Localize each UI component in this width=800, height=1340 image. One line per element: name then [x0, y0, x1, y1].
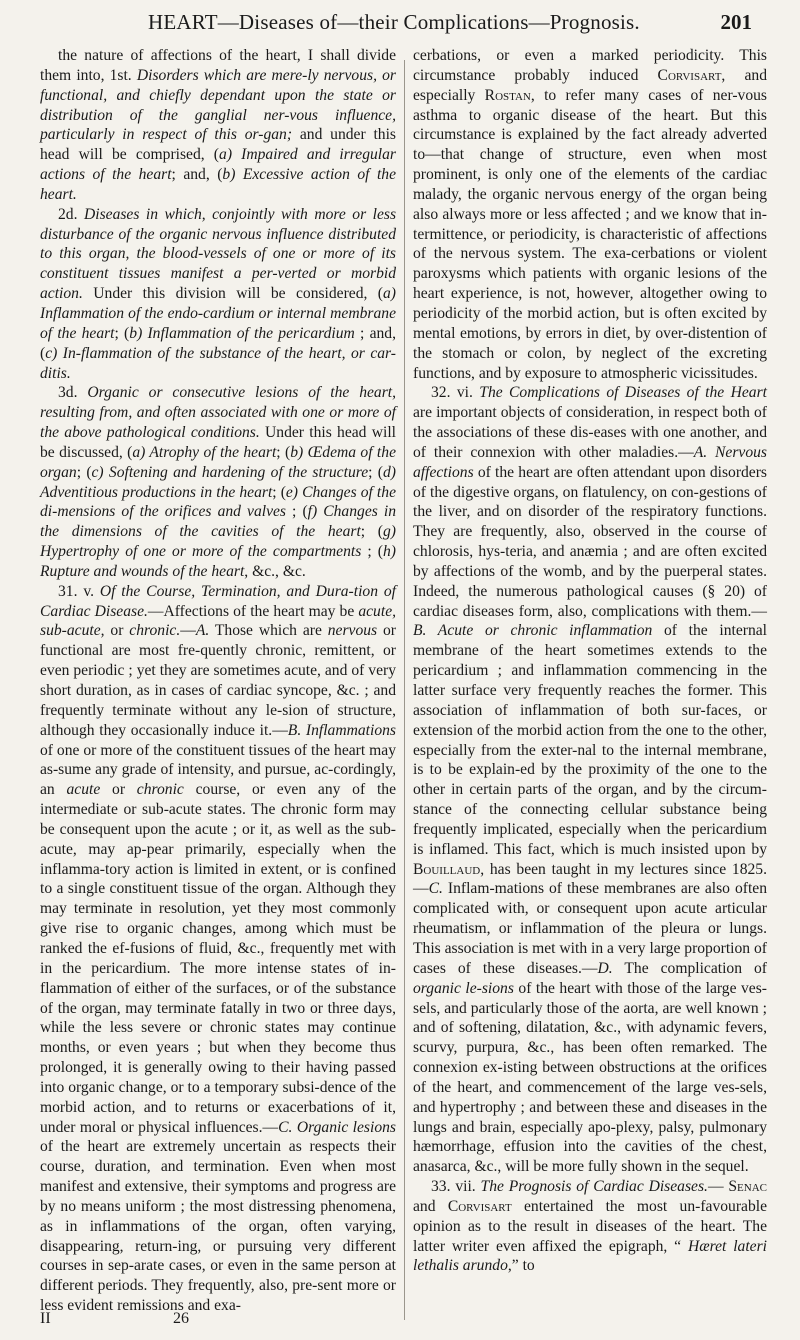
signature-mark: II [40, 1310, 51, 1327]
folio-number: 26 [173, 1310, 189, 1327]
paragraph-divisions-first: the nature of affections of the heart, I shall divide them into, 1st. Disorders which are mere-ly nervous, or functional, and chiefly dependant upon the state or distribution of the ganglial ner-vous influence, particularly in respect of this or-gan; and under this head will be comprised, (a) Impaired and irregular actions of the heart; and, (b) Excessive action of the heart. [40, 47, 397, 203]
right-column [413, 46, 767, 1276]
paragraph-continued: cerbations, or even a marked periodicity. This circumstance probably induced Corvisart, and especially Rostan, to refer many cases of ner-vous asthma to organic disease of the heart. But this circumstance is explained by the fact already adverted to—that change of structure, even when most prominent, is only one of the elements of the cardiac malady, the organic nervous energy of the organ being also always more or less affected ; and we know that in-termittence, or periodicity, is characteristic of affections of the nervous system. The exa-cerbations or violent paroxysms which patients with organic lesions of the heart experience, is not, however, altogether owing to periodicity of the morbid action, but is often excited by mental emotions, by errors in diet, by over-distention of the stomach or colon, by neglect of the excreting functions, and by exposure to atmospheric vicissitudes. [413, 47, 768, 382]
page-header [40, 6, 752, 40]
paragraph-section-33: 33. vii. The Prognosis of Cardiac Diseases.— Senac and Corvisart entertained the most un-favourable opinion as to the result in diseases of the heart. The latter writer even affixed the epigraph, “ Hæret lateri lethalis arundo,” to [413, 1178, 767, 1275]
paragraph-divisions-second: 2d. Diseases in which, conjointly with more or less disturbance of the organic nervous influence distributed to this organ, the blood-vessels of one or more of its constituent tissues manifest a per-verted or morbid action. Under this division will be considered, (a) Inflammation of the endo-cardium or internal membrane of the heart; (b) Inflammation of the pericardium ; and, (c) In-flammation of the substance of the heart, or car-ditis. [40, 205, 397, 382]
running-head: HEART—Diseases of—their Complications—Prognosis. [148, 10, 640, 34]
left-column [40, 46, 396, 1316]
paragraph-divisions-third: 3d. Organic or consecutive lesions of the heart, resulting from, and often associated with one or more of the above pathological conditions. Under this head will be discussed, (a) Atrophy of the heart; (b) Œdema of the organ; (c) Softening and hardening of the structure; (d) Adventitious productions in the heart; (e) Changes of the di-mensions of the orifices and valves ; (f) Changes in the dimensions of the cavities of the heart; (g) Hypertrophy of one or more of the compartments ; (h) Rupture and wounds of the heart, &c., &c. [40, 384, 397, 580]
page-number: 201 [720, 10, 752, 34]
paragraph-section-32: 32. vi. The Complications of Diseases of the Heart are important objects of consideration, in respect both of the associations of these dis-eases with one another, and of their connexion with other maladies.—A. Nervous affections of the heart are often attendant upon disorders of the digestive organs, on flatulency, on con-gestions of the liver, and on disorder of the respiratory functions. They are frequently, also, observed in the course of chlorosis, hys-teria, and anæmia ; and are often excited by affections of the womb, and by the puerperal states. Indeed, the numerous pathological causes (§ 20) of cardiac diseases form, also, complications with them.—B. Acute or chronic inflammation of the internal membrane of the heart sometimes extends to the pericardium ; and inflammation commencing in the latter surface very frequently reaches the former. This association of inflammation of both sur-faces, or extension of the morbid action from the one to the other, especially from the exter-nal to the internal membrane, is to be explain-ed by the proximity of the one to the other in certain parts of the organ, and by the circum-stance of the connecting cellular substance being frequently implicated, especially when the pericardium is inflamed. This fact, which is much insisted upon by Bouillaud, has been taught in my lectures since 1825.—C. Inflam-mations of these membranes are also often complicated with, or consequent upon acute articular rheumatism, or inflammation of the pleura or lungs. This association is met with in a very large proportion of cases of these diseases.—D. The complication of organic le-sions of the heart with those of the large ves-sels, and particularly those of the aorta, are well known ; and of softening, dilatation, &c., with adynamic fevers, scurvy, purpura, &c., has been often remarked. The connexion ex-isting between obstructions at the orifices of the heart, and commencement of the large ves-sels, and hypertrophy ; and between these and diseases in the lungs and brain, especially apo-plexy, palsy, pulmonary hæmorrhage, effusion into the cavities of the chest, anasarca, &c., will be more fully shown in the sequel. [413, 384, 768, 1176]
paragraph-section-31: 31. v. Of the Course, Termination, and Dura-tion of Cardiac Disease.—Affections of the heart may be acute, sub-acute, or chronic.—A. Those which are nervous or functional are most fre-quently chronic, remittent, or even periodic ; yet they are sometimes acute, and of very short duration, as in cases of cardiac syncope, &c. ; and frequently terminate without any le-sion of structure, although they occasionally induce it.—B. Inflammations of one or more of the constituent tissues of the heart may as-sume any grade of intensity, and pursue, ac-cordingly, an acute or chronic course, or even any of the intermediate or sub-acute states. The chronic form may be consequent upon the acute ; or it, as well as the sub-acute, may ap-pear primarily, especially when the inflamma-tory action is limited in extent, or is confined to a single constituent tissue of the organ. Although they may terminate in resolution, yet they most commonly give rise to organic changes, among which must be ranked the ef-fusions of fluid, &c., frequently met with in the pericardium. The more intense states of in-flammation of either of the surfaces, or of the substance of the organ, may terminate fatally in two or three days, while the less severe or chronic states may continue months, or even years ; but when they become thus prolonged, it is generally owing to their having passed into organic change, or to a temporary subsi-dence of the morbid action, and to returns or exacerbations of it, under moral or physical influences.—C. Organic lesions of the heart are extremely uncertain as respects their course, duration, and termination. Even when most manifest and extensive, their symptoms and progress are by no means uniform ; the most distressing phenomena, as in inflammations of the organ, often varying, disappearing, return-ing, or pursuing very different courses in sep-arate cases, or even in the same person at different periods. They frequently, also, pre-sent more or less evident remissions and exa- [40, 582, 397, 1315]
column-divider [404, 60, 405, 1320]
page-footer [40, 1310, 396, 1334]
